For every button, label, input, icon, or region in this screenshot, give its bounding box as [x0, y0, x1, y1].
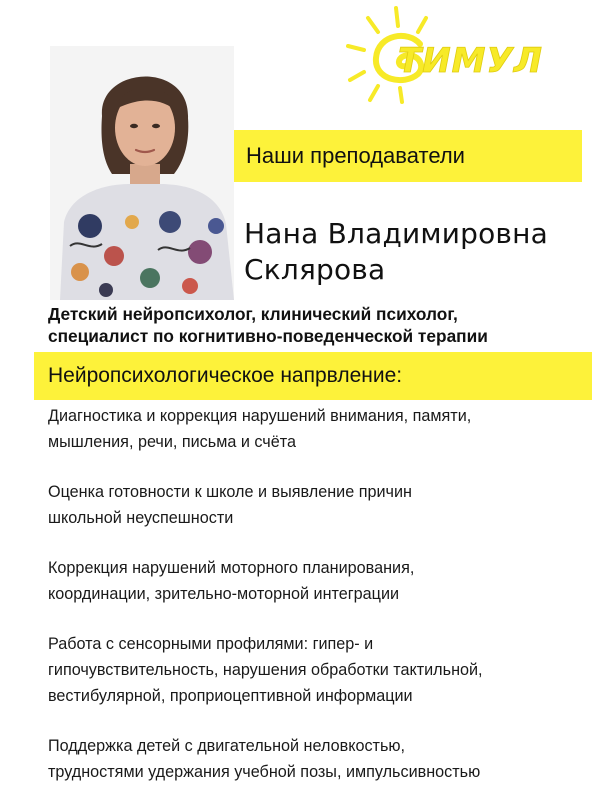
teacher-name-line2: Склярова: [244, 253, 386, 286]
heading-text: Наши преподаватели: [246, 143, 465, 168]
teacher-role-line1: Детский нейропсихолог, клинический психолог,: [48, 304, 458, 324]
service-item-motor-correction: [48, 555, 593, 607]
teacher-name-line1: Нана Владимировна: [244, 217, 548, 250]
heading-bar: [234, 130, 582, 182]
service-item-school-readiness: [48, 479, 593, 531]
stimul-logo: [338, 4, 598, 104]
service-item-line: гипочувствительность, нарушения обработки тактильной,: [48, 661, 483, 679]
service-item-line: Диагностика и коррекция нарушений внимания, памяти,: [48, 407, 472, 425]
service-item-line: Оценка готовности к школе и выявление причин: [48, 483, 412, 501]
section-title-bar: [34, 352, 592, 400]
service-item-line: Коррекция нарушений моторного планирования,: [48, 559, 415, 577]
teacher-role: [48, 303, 593, 347]
service-item-line: мышления, речи, письма и счёта: [48, 433, 296, 451]
service-item-line: трудностями удержания учебной позы, импульсивностью: [48, 763, 481, 781]
teacher-photo: [50, 46, 234, 300]
service-item-motor-support: [48, 733, 593, 785]
service-item-sensory-profiles: [48, 631, 593, 709]
service-item-line: вестибулярной, проприоцептивной информации: [48, 687, 413, 705]
section-title: Нейропсихологическое напрвление:: [48, 364, 403, 387]
service-item-line: Поддержка детей с двигательной неловкостью,: [48, 737, 406, 755]
teacher-portrait-icon: [50, 46, 234, 300]
services-list: [48, 403, 593, 785]
service-item-line: Работа с сенсорными профилями: гипер- и: [48, 635, 374, 653]
service-item-diagnostics: [48, 403, 593, 455]
service-item-line: школьной неуспешности: [48, 509, 234, 527]
logo-wordmark: ТИМУЛ: [398, 41, 543, 81]
teacher-name: [244, 216, 548, 288]
service-item-line: координации, зрительно-моторной интеграции: [48, 585, 400, 603]
teacher-role-line2: специалист по когнитивно-поведенческой терапии: [48, 326, 488, 346]
